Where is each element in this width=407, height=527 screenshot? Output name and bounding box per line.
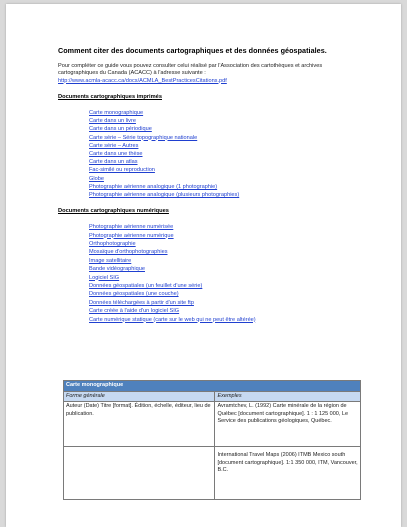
digital-link[interactable]: Données géospatiales (une couche) <box>89 291 179 298</box>
acmla-guide-link[interactable]: http://www.acmla-acacc.ca/docs/ACMLA_BestPracticesCitations.pdf <box>58 77 227 84</box>
list-item <box>89 166 358 174</box>
list-item <box>89 223 358 231</box>
list-item <box>89 134 358 142</box>
list-item <box>89 191 358 199</box>
list-item <box>89 257 358 265</box>
column-header-examples: Exemples <box>215 392 361 402</box>
list-item <box>89 175 358 183</box>
column-header-form: Forme générale <box>64 392 215 402</box>
table-row <box>64 447 361 500</box>
table-cell <box>64 402 215 447</box>
list-item <box>89 274 358 282</box>
printed-link[interactable]: Fac-similé ou reproduction <box>89 167 155 174</box>
table-cell <box>215 447 361 500</box>
table-cell <box>215 402 361 447</box>
digital-link[interactable]: Photographie aérienne numérique <box>89 232 174 239</box>
list-item <box>89 316 358 324</box>
list-item <box>89 290 358 298</box>
digital-link[interactable]: Données téléchargées à partir d'un site ftp <box>89 299 194 306</box>
printed-link[interactable]: Carte dans un périodique <box>89 126 152 133</box>
table-cell <box>64 447 215 500</box>
digital-link[interactable]: Bande vidéographique <box>89 266 145 273</box>
printed-link[interactable]: Carte série – Autres <box>89 142 139 149</box>
list-item <box>89 117 358 125</box>
general-form-text: Auteur (Date) Titre [format]. Édition, échelle, éditeur, lieu de publication. <box>66 403 211 417</box>
digital-section-heading: Documents cartographiques numériques <box>58 208 169 215</box>
digital-link[interactable]: Orthophotographie <box>89 240 136 247</box>
list-item <box>89 232 358 240</box>
digital-link[interactable]: Carte créée à l'aide d'un logiciel SIG <box>89 308 180 315</box>
digital-link[interactable]: Image satellitaire <box>89 257 132 264</box>
printed-link[interactable]: Carte monographique <box>89 109 144 116</box>
printed-link[interactable]: Carte dans un livre <box>89 118 136 125</box>
list-item <box>89 142 358 150</box>
list-item <box>89 248 358 256</box>
citation-table <box>63 380 361 500</box>
list-item <box>89 307 358 315</box>
list-item <box>89 109 358 117</box>
printed-link[interactable]: Carte série – Série topographique nationale <box>89 134 198 141</box>
printed-link[interactable]: Carte dans un atlas <box>89 159 138 166</box>
digital-links-list <box>58 223 358 324</box>
digital-link[interactable]: Carte numérique statique (carte sur le web qui ne peut être altérée) <box>89 316 256 323</box>
document-content <box>58 46 358 324</box>
printed-link[interactable]: Globe <box>89 175 104 182</box>
list-item <box>89 150 358 158</box>
digital-link[interactable]: Photographie aérienne numérisée <box>89 224 174 231</box>
example-citation: Avramtchev, L. (1992) Carte minérale de la région de Québec [document cartographique]. 1 : 1 125 000, Le Service des publications géologiques, Québec. <box>217 403 349 425</box>
digital-link[interactable]: Logiciel SIG <box>89 274 120 281</box>
list-item <box>89 265 358 273</box>
list-item <box>89 158 358 166</box>
table-row <box>64 402 361 447</box>
printed-links-list <box>58 109 358 199</box>
printed-section-heading: Documents cartographiques imprimés <box>58 93 162 100</box>
printed-link[interactable]: Photographie aérienne analogique (plusieurs photographies) <box>89 191 240 198</box>
list-item <box>89 125 358 133</box>
list-item <box>89 240 358 248</box>
list-item <box>89 299 358 307</box>
table-title: Carte monographique <box>64 381 361 392</box>
printed-link[interactable]: Carte dans une thèse <box>89 150 143 157</box>
list-item <box>89 183 358 191</box>
example-citation: International Travel Maps (2006) ITMB Mexico south [document cartographique]. 1:1 350 000, ITM, Vancouver, B.C. <box>217 452 358 474</box>
page-title: Comment citer des documents cartographiques et des données géospatiales. <box>58 46 327 55</box>
intro-paragraph <box>58 63 358 85</box>
list-item <box>89 282 358 290</box>
printed-link[interactable]: Photographie aérienne analogique (1 photographie) <box>89 183 218 190</box>
intro-text: Pour compléter ce guide vous pouvez consulter celui réalisé par l'Association des cartothèques et archives cartographiques du Canada (ACACC) à l'adresse suivante : <box>58 63 323 77</box>
document-page <box>6 4 401 527</box>
digital-link[interactable]: Données géospatiales (un feuillet d'une série) <box>89 282 203 289</box>
digital-link[interactable]: Mosaïque d'orthophotographies <box>89 249 168 256</box>
